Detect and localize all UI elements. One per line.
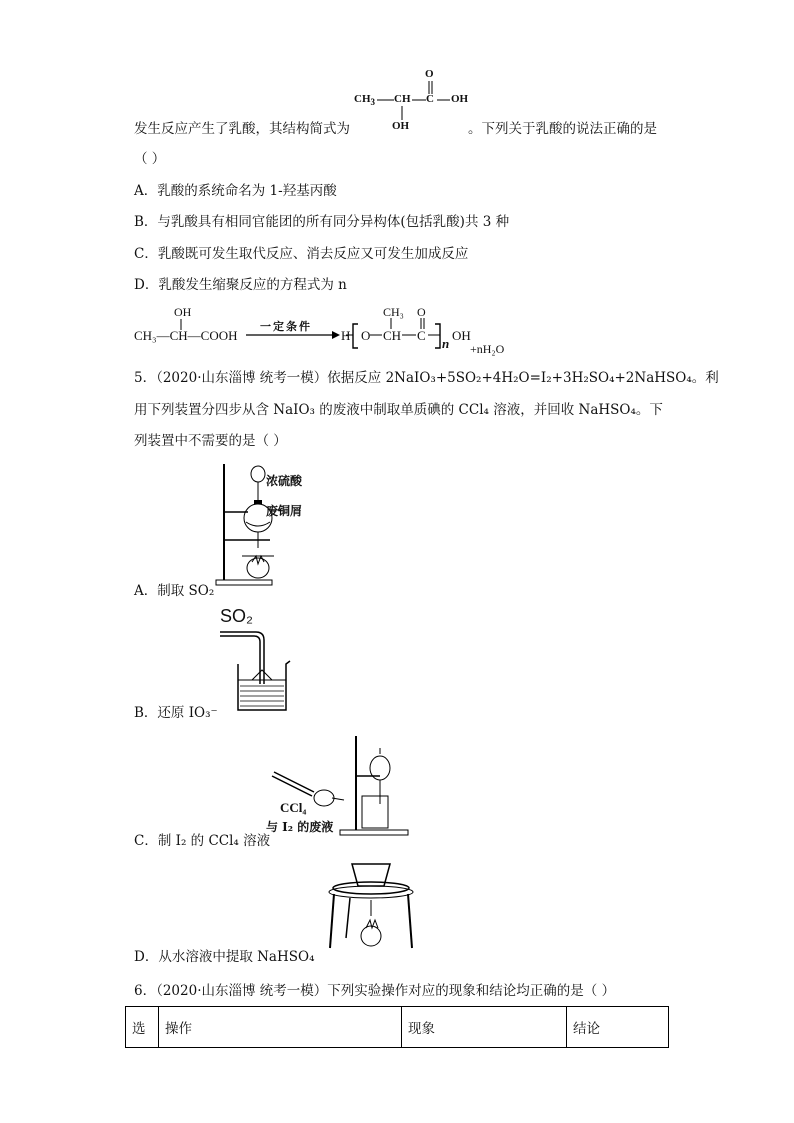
eq-o-top: O xyxy=(417,305,426,319)
q5-option-c: C．制 I₂ 的 CCl₄ 溶液 xyxy=(134,833,271,849)
eq-o: O xyxy=(361,328,371,343)
table-header-operation: 操作 xyxy=(159,1007,402,1048)
eq-n: n xyxy=(442,336,450,351)
lactic-acid-structure xyxy=(350,66,480,136)
table-header-phenomenon: 现象 xyxy=(402,1007,567,1048)
q6-stem: 6．（2020·山东淄博 统考一模）下列实验操作对应的现象和结论均正确的是（ ） xyxy=(134,983,616,999)
q5-line-3: 列装置中不需要的是（ ） xyxy=(134,433,287,449)
eq-ch: CH xyxy=(383,328,402,343)
table-header-conclusion: 结论 xyxy=(567,1007,669,1048)
apparatus-b xyxy=(216,606,296,718)
q4-option-b: B．与乳酸具有相同官能团的所有同分异构体(包括乳酸)共 3 种 xyxy=(134,214,510,230)
table-row xyxy=(126,1007,669,1048)
q6-table xyxy=(125,1006,669,1048)
q5-line-1: 5．（2020·山东淄博 统考一模）依据反应 2NaIO₃+5SO₂+4H₂O=I₂+3H₂SO₄+2NaHSO₄。利 xyxy=(134,370,719,386)
q4-answer-paren: （ ） xyxy=(134,151,166,167)
label-conc-sulfuric-acid: 浓硫酸 xyxy=(266,474,303,488)
eq-oh-end: OH xyxy=(452,328,471,343)
hydroxyl-oh: OH xyxy=(392,120,410,132)
q5-option-d: D．从水溶液中提取 NaHSO₄ xyxy=(134,949,315,965)
apparatus-a xyxy=(212,460,322,588)
q4-option-c: C．乳酸既可发生取代反应、消去反应又可发生加成反应 xyxy=(134,246,469,262)
ch-group: CH xyxy=(394,93,411,105)
eq-ch3: CH₃ xyxy=(383,305,404,319)
carbonyl-carbon: C xyxy=(426,93,434,105)
q5-option-a: A．制取 SO₂ xyxy=(134,583,215,599)
apparatus-c xyxy=(262,734,412,838)
q5-line-2: 用下列装置分四步从含 NaIO₃ 的废液中制取单质碘的 CCl₄ 溶液，并回收 NaHSO₄。下 xyxy=(134,402,663,418)
carbonyl-oxygen: O xyxy=(425,68,434,80)
apparatus-d-drawing xyxy=(326,858,416,952)
q4-stem-before: 发生反应产生了乳酸，其结构简式为 xyxy=(134,121,350,137)
eq-h: H xyxy=(341,328,351,343)
ch3-group: $CH_3$ xyxy=(354,93,375,108)
label-ccl4: CCl₄ xyxy=(280,800,307,815)
eq-water: +nH₂O xyxy=(470,342,505,356)
carboxyl-oh: OH xyxy=(451,93,469,105)
eq-reactant: CH₃—CH—COOH xyxy=(134,328,238,343)
apparatus-d xyxy=(326,858,416,952)
eq-reactant-oh: OH xyxy=(174,305,192,319)
table-header-option: 选 xyxy=(126,1007,159,1048)
label-i2-waste: 与 I₂ 的废液 xyxy=(266,820,334,834)
q4-stem-after: 。下列关于乳酸的说法正确的是 xyxy=(468,121,657,137)
q4-option-d: D．乳酸发生缩聚反应的方程式为 n xyxy=(134,277,347,293)
polycondensation-equation xyxy=(134,304,534,360)
eq-c: C xyxy=(417,328,426,343)
label-so2: SO₂ xyxy=(220,606,253,626)
eq-condition: 一定条件 xyxy=(260,321,312,333)
label-waste-copper: 废铜屑 xyxy=(266,504,303,518)
q5-option-b: B．还原 IO₃⁻ xyxy=(134,705,218,721)
q4-option-a: A．乳酸的系统命名为 1-羟基丙酸 xyxy=(134,183,337,199)
